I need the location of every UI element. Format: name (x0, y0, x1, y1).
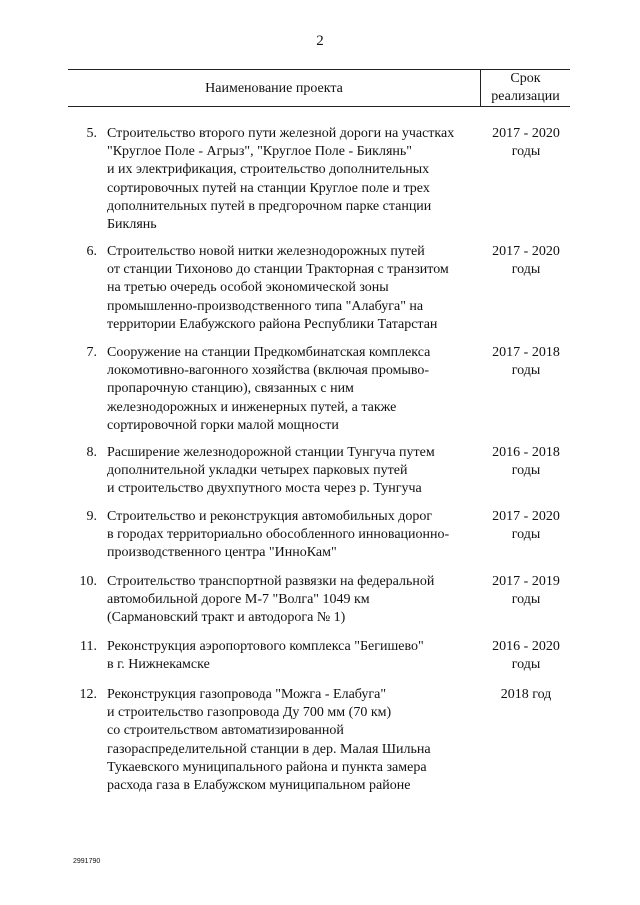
project-name-line: Биклянь (107, 217, 157, 233)
row-number: 8. (86, 445, 97, 460)
project-name-line: промышленно-производственного типа "Алабуга" на (107, 298, 424, 314)
row-number: 9. (86, 509, 97, 524)
project-name (107, 686, 547, 795)
project-name-line: сортировочной горки малой мощности (107, 417, 339, 433)
project-name (107, 444, 547, 499)
project-name-line: от станции Тихоново до станции Тракторная с транзитом (107, 262, 449, 278)
row-number: 11. (80, 639, 97, 654)
project-name (107, 344, 547, 435)
project-name-line: (Сармановский тракт и автодорога № 1) (107, 610, 346, 626)
project-name (107, 508, 547, 563)
term-unit: годы (511, 363, 541, 379)
term-unit: годы (511, 463, 541, 479)
project-name-line: пропарочную станцию), связанных с ним (107, 381, 354, 397)
implementation-term (482, 638, 570, 674)
term-years: 2018 год (500, 687, 552, 702)
project-name-line: сортировочных путей на станции Круглое поле и трех (107, 180, 430, 196)
implementation-term (482, 125, 570, 161)
project-name-line: дополнительных путей в предгорочном парке станции (107, 198, 432, 214)
term-unit: годы (511, 657, 541, 673)
implementation-term (482, 444, 570, 480)
document-stamp: 2991790 (73, 858, 101, 865)
row-number: 12. (79, 687, 97, 702)
column-header-term-line2: реализации (491, 89, 560, 104)
row-number: 6. (86, 244, 97, 259)
implementation-term (482, 344, 570, 380)
implementation-term (482, 508, 570, 544)
table-header-rule (68, 106, 570, 107)
term-years: 2017 - 2018 (492, 345, 560, 360)
term-unit: годы (511, 262, 541, 278)
project-name-line: железнодорожных и инженерных путей, а также (107, 399, 397, 415)
row-number: 7. (86, 345, 97, 360)
project-name-line: Сооружение на станции Предкомбинатская комплекса (107, 345, 431, 360)
column-header-name: Наименование проекта (205, 81, 343, 96)
term-years: 2016 - 2018 (492, 445, 560, 460)
project-name-line: дополнительной укладки четырех парковых путей (107, 463, 408, 479)
implementation-term (482, 573, 570, 609)
project-name-line: в г. Нижнекамске (107, 657, 210, 673)
row-number: 10. (79, 574, 97, 589)
project-name-line: автомобильной дороге М-7 "Волга" 1049 км (107, 592, 370, 608)
term-years: 2016 - 2020 (492, 639, 560, 654)
project-name-line: Строительство новой нитки железнодорожных путей (107, 244, 425, 259)
term-unit: годы (511, 144, 541, 160)
row-number: 5. (86, 126, 97, 141)
project-name-line: Тукаевского муниципального района и пункта замера (107, 759, 427, 775)
term-years: 2017 - 2020 (492, 126, 560, 141)
project-name (107, 573, 547, 628)
project-name-line: Строительство и реконструкция автомобильных дорог (107, 509, 433, 524)
project-name-line: локомотивно-вагонного хозяйства (включая промыво- (107, 363, 430, 379)
term-unit: годы (511, 527, 541, 543)
term-years: 2017 - 2020 (492, 509, 560, 524)
term-unit: годы (511, 592, 541, 608)
project-name-line: территории Елабужского района Республики Татарстан (107, 316, 438, 332)
project-name-line: газораспределительной станции в дер. Малая Шильна (107, 741, 431, 757)
term-years: 2017 - 2020 (492, 244, 560, 259)
project-name-line: производственного центра "ИнноКам" (107, 545, 337, 561)
project-name-line: "Круглое Поле - Агрыз", "Круглое Поле - Биклянь" (107, 144, 412, 160)
project-name-line: Расширение железнодорожной станции Тунгуча путем (107, 445, 435, 460)
project-name-line: Строительство второго пути железной дороги на участках (107, 126, 455, 141)
term-years: 2017 - 2019 (492, 574, 560, 589)
project-name (107, 125, 547, 234)
project-name (107, 638, 547, 674)
project-name-line: расхода газа в Елабужском муниципальном районе (107, 778, 411, 794)
column-header-term-line1: Срок (510, 71, 541, 86)
project-name-line: Строительство транспортной развязки на федеральной (107, 574, 435, 589)
project-name-line: и строительство газопровода Ду 700 мм (70 км) (107, 705, 392, 721)
project-name (107, 243, 547, 334)
project-name-line: на третью очередь особой экономической зоны (107, 280, 389, 296)
implementation-term (482, 243, 570, 279)
page-number: 2 (316, 33, 324, 49)
implementation-term (482, 686, 570, 704)
column-header-term (481, 70, 570, 106)
project-name-line: Реконструкция аэропортового комплекса "Бегишево" (107, 639, 424, 654)
project-name-line: Реконструкция газопровода "Можга - Елабуга" (107, 687, 387, 702)
project-name-line: со строительством автоматизированной (107, 723, 344, 739)
project-name-line: и строительство двухпутного моста через р. Тунгуча (107, 481, 422, 497)
project-name-line: и их электрификация, строительство дополнительных (107, 162, 430, 178)
project-name-line: в городах территориально обособленного инновационно- (107, 527, 450, 543)
